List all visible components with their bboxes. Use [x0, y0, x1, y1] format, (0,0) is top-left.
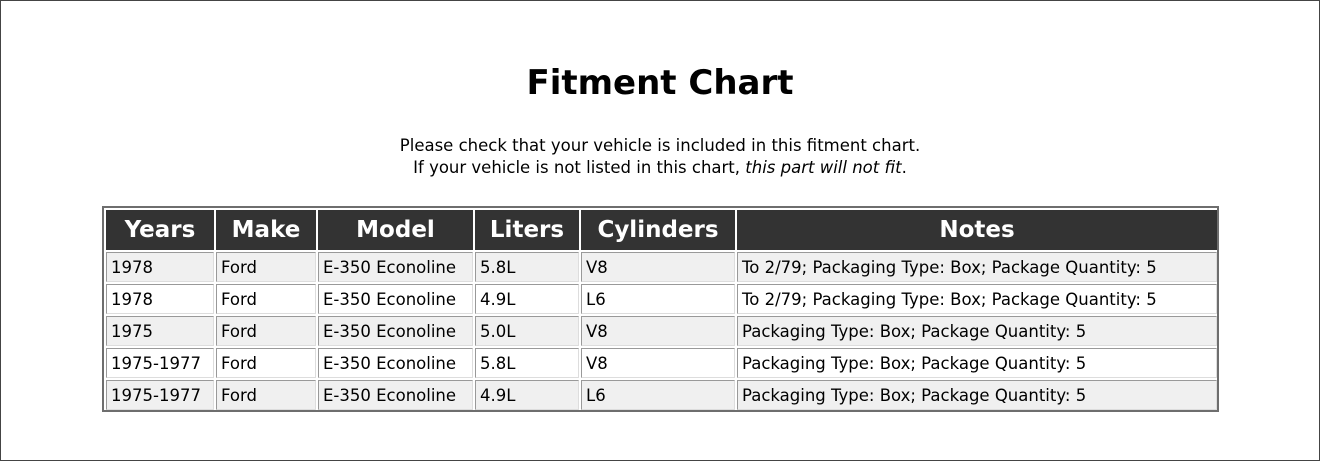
- cell-cylinders: V8: [581, 348, 735, 378]
- cell-cylinders: L6: [581, 380, 735, 410]
- cell-years: 1978: [106, 284, 214, 314]
- cell-make: Ford: [216, 316, 316, 346]
- cell-notes: Packaging Type: Box; Package Quantity: 5: [737, 348, 1217, 378]
- cell-notes: To 2/79; Packaging Type: Box; Package Quantity: 5: [737, 284, 1217, 314]
- table-row: [106, 252, 1217, 282]
- cell-cylinders: V8: [581, 252, 735, 282]
- table-header-row: [106, 210, 1217, 250]
- cell-model: E-350 Econoline: [318, 316, 473, 346]
- cell-make: Ford: [216, 252, 316, 282]
- fitment-table-container: [102, 206, 1219, 412]
- cell-cylinders: L6: [581, 284, 735, 314]
- header-make: Make: [216, 210, 316, 250]
- cell-liters: 5.8L: [475, 252, 579, 282]
- cell-liters: 4.9L: [475, 284, 579, 314]
- cell-notes: To 2/79; Packaging Type: Box; Package Quantity: 5: [737, 252, 1217, 282]
- cell-model: E-350 Econoline: [318, 348, 473, 378]
- page-title: Fitment Chart: [526, 63, 794, 103]
- header-cylinders: Cylinders: [581, 210, 735, 250]
- cell-model: E-350 Econoline: [318, 380, 473, 410]
- cell-model: E-350 Econoline: [318, 252, 473, 282]
- cell-cylinders: V8: [581, 316, 735, 346]
- header-notes: Notes: [737, 210, 1217, 250]
- cell-notes: Packaging Type: Box; Package Quantity: 5: [737, 316, 1217, 346]
- table-row: [106, 348, 1217, 378]
- cell-make: Ford: [216, 380, 316, 410]
- cell-notes: Packaging Type: Box; Package Quantity: 5: [737, 380, 1217, 410]
- header-liters: Liters: [475, 210, 579, 250]
- cell-make: Ford: [216, 348, 316, 378]
- cell-years: 1975-1977: [106, 380, 214, 410]
- fitment-table: [104, 208, 1219, 412]
- table-row: [106, 284, 1217, 314]
- cell-years: 1978: [106, 252, 214, 282]
- cell-liters: 5.0L: [475, 316, 579, 346]
- cell-liters: 4.9L: [475, 380, 579, 410]
- cell-years: 1975: [106, 316, 214, 346]
- instruction-line-2-end: .: [901, 158, 907, 177]
- cell-model: E-350 Econoline: [318, 284, 473, 314]
- table-row: [106, 316, 1217, 346]
- header-model: Model: [318, 210, 473, 250]
- instruction-line-1: Please check that your vehicle is included in this fitment chart.: [399, 136, 921, 155]
- fitment-instructions: [1, 135, 1319, 179]
- instruction-line-2-text: If your vehicle is not listed in this chart,: [413, 158, 746, 177]
- header-years: Years: [106, 210, 214, 250]
- instruction-line-2: [1, 157, 1319, 179]
- cell-make: Ford: [216, 284, 316, 314]
- cell-years: 1975-1977: [106, 348, 214, 378]
- table-row: [106, 380, 1217, 410]
- cell-liters: 5.8L: [475, 348, 579, 378]
- instruction-warning: this part will not fit: [745, 158, 902, 177]
